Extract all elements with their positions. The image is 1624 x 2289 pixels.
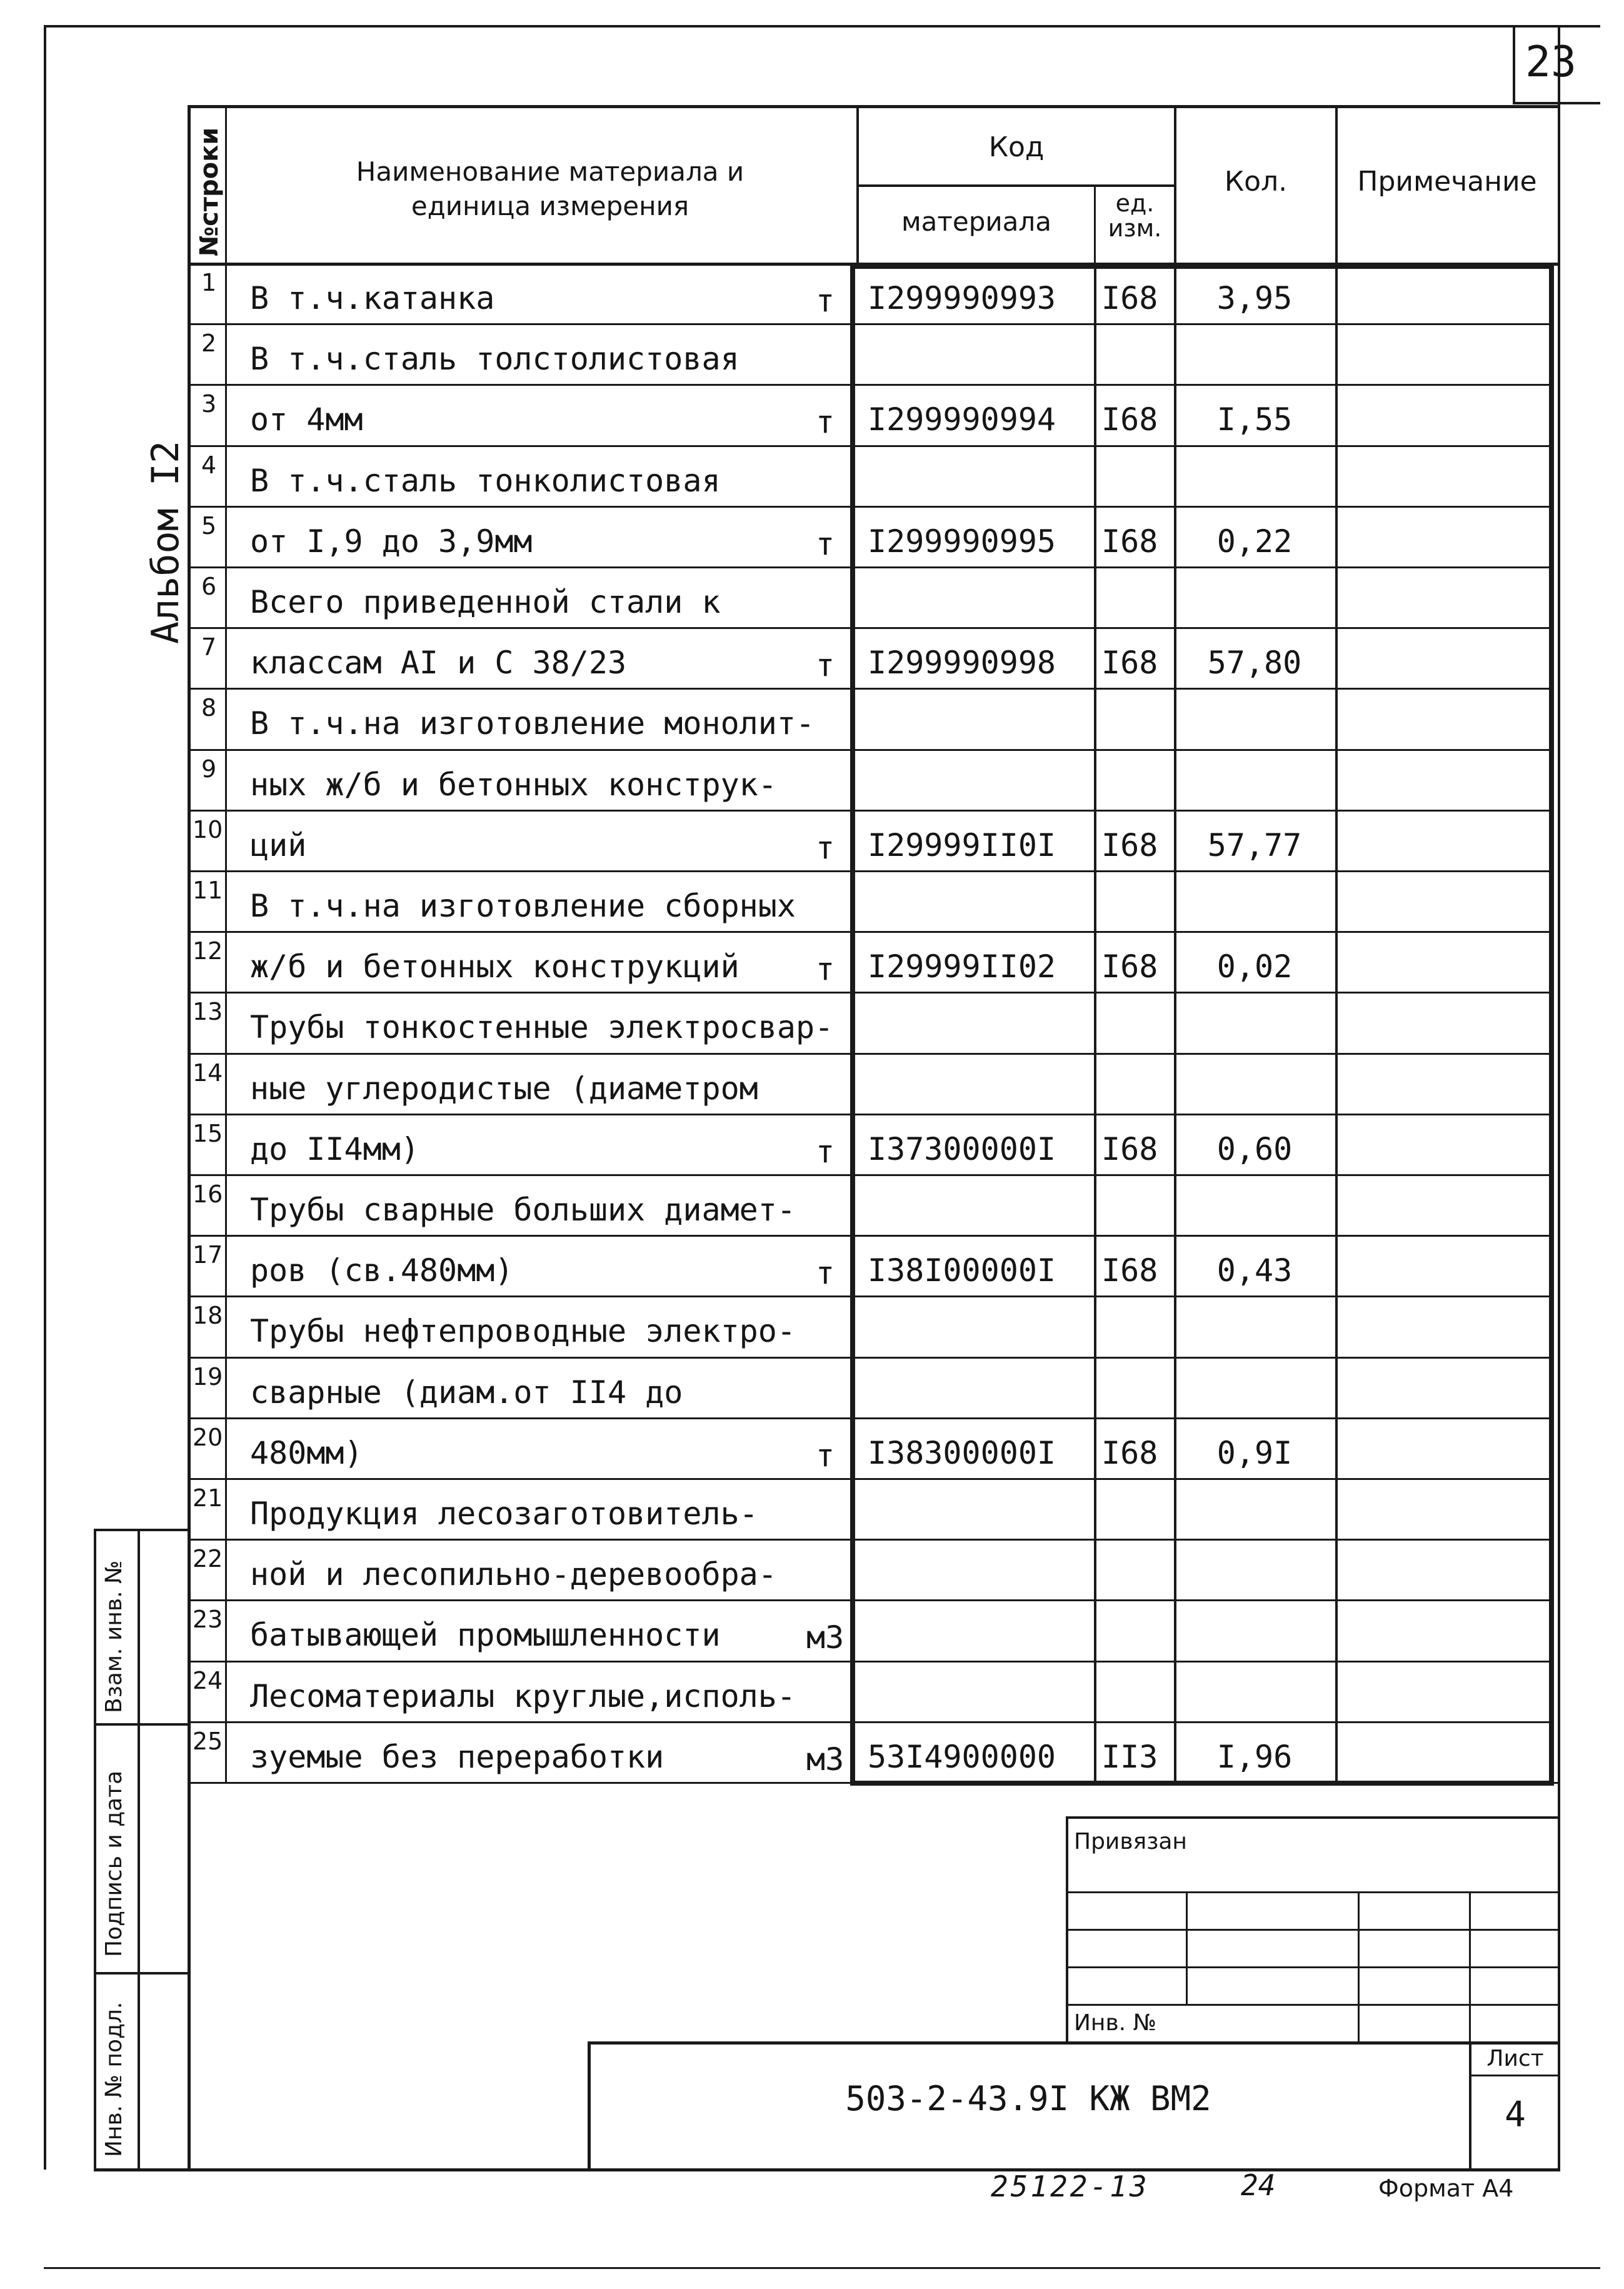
row-unit: т: [816, 647, 835, 684]
page-number-box-left: [1513, 25, 1515, 103]
row-quantity: 0,22: [1216, 523, 1293, 560]
row-material-code: I299990993: [868, 280, 1056, 316]
tb-grid-v3: [1469, 1891, 1471, 2041]
tb-list-no: 4: [1505, 2095, 1526, 2135]
row-description: до II4мм): [250, 1130, 419, 1167]
footer-hand-number: 25122-13: [991, 2170, 1150, 2203]
row-number: 7: [201, 633, 217, 662]
tb-grid-h2: [1066, 1929, 1558, 1931]
table-row-line: [188, 992, 1554, 994]
table-row-line: [188, 1235, 1554, 1237]
row-description: 480мм): [250, 1434, 363, 1471]
frame-top: [188, 105, 1558, 108]
table-col-line: [1335, 264, 1338, 1783]
row-description: ров (св.480мм): [250, 1252, 514, 1289]
outer-border-right: [1558, 25, 1560, 2170]
table-row-line: [188, 1357, 1554, 1359]
row-number: 11: [193, 877, 223, 904]
stamp-inv-podl: Инв. № подл.: [101, 2001, 127, 2157]
table-row-line: [188, 1295, 1554, 1297]
album-label: Альбом I2: [144, 440, 188, 644]
tb-list-sep: [1469, 2075, 1560, 2076]
table-row-line: [188, 627, 1554, 629]
row-material-code: I38I00000I: [868, 1252, 1056, 1289]
footer-hand-page: 24: [1241, 2168, 1276, 2202]
row-number: 18: [193, 1302, 223, 1330]
tb-grid-v2: [1358, 1891, 1360, 2041]
stamp-sep1: [94, 1723, 189, 1726]
hdr-qty: Кол.: [1224, 166, 1288, 198]
row-quantity: 0,43: [1216, 1252, 1293, 1289]
row-unit: т: [816, 1437, 835, 1474]
table-row-line: [188, 870, 1554, 872]
row-description: от 4мм: [250, 401, 363, 438]
table-row-line: [188, 1114, 1554, 1115]
row-number: 5: [201, 511, 217, 540]
tb-privyazan: Привязан: [1074, 1829, 1187, 1854]
hdr-code-sep: [856, 184, 1175, 187]
row-material-code: I38300000I: [868, 1434, 1056, 1471]
table-row-line: [188, 1661, 1554, 1663]
row-number: 12: [193, 937, 223, 965]
row-description: от I,9 до 3,9мм: [250, 523, 533, 560]
row-number: 6: [201, 573, 217, 600]
table-row-line: [188, 506, 1554, 508]
tb-grid-h4: [1066, 2004, 1558, 2006]
row-number: 10: [193, 815, 223, 843]
row-unit: т: [816, 1133, 835, 1170]
footer-line: [44, 2267, 1600, 2269]
row-unit-code: I68: [1101, 827, 1158, 863]
table-row-line: [188, 1599, 1554, 1601]
row-unit: м3: [806, 1741, 845, 1778]
row-number: 4: [201, 451, 217, 479]
table-row-line: [188, 384, 1554, 386]
table-row-line: [188, 931, 1554, 933]
row-number: 19: [193, 1362, 223, 1391]
row-unit-code: I68: [1101, 280, 1158, 316]
row-material-code: 53I4900000: [868, 1738, 1056, 1775]
tb-main-top: [588, 2041, 1560, 2045]
row-description: В т.ч.на изготовление сборных: [250, 888, 796, 924]
tb-grid-h3: [1066, 1966, 1558, 1968]
table-col-line: [1549, 264, 1554, 1783]
tb-inv-no: Инв. №: [1074, 2010, 1157, 2036]
table-col-line: [1174, 264, 1176, 1783]
row-description: В т.ч.на изготовление монолит-: [250, 705, 815, 742]
row-unit-code: I68: [1101, 948, 1158, 985]
table-col-line: [225, 264, 227, 1783]
row-description: батывающей промышленности: [250, 1617, 721, 1654]
row-number: 20: [193, 1423, 223, 1451]
row-material-code: I29999II02: [868, 948, 1056, 985]
table-row-line: [188, 749, 1554, 751]
row-unit-code: II3: [1101, 1738, 1158, 1775]
table-col-line: [850, 264, 855, 1783]
row-quantity: 0,02: [1216, 948, 1293, 985]
row-number: 22: [193, 1545, 223, 1573]
row-material-code: I37300000I: [868, 1130, 1056, 1167]
tb-doc-code: 503-2-43.9I КЖ ВМ2: [845, 2079, 1211, 2118]
hdr-name-line2: единица измерения: [411, 191, 689, 221]
table-row-line: [188, 445, 1554, 447]
table-row-line: [188, 1539, 1554, 1541]
table-row-line: [188, 810, 1554, 812]
row-material-code: I299990998: [868, 645, 1056, 682]
row-quantity: 57,80: [1207, 645, 1302, 682]
row-description: Трубы сварные больших диамет-: [250, 1192, 796, 1228]
table-col-line: [1094, 264, 1096, 1783]
row-unit-code: I68: [1101, 1130, 1158, 1167]
hdr-code: Код: [988, 131, 1045, 163]
table-row-line: [188, 1053, 1554, 1055]
row-description: классам AI и С 38/23: [250, 645, 627, 682]
row-unit: м3: [806, 1619, 845, 1656]
row-material-code: I299990995: [868, 523, 1056, 560]
row-number: 17: [193, 1241, 223, 1269]
row-unit: т: [816, 1255, 835, 1292]
tb-grid-v1: [1186, 1891, 1188, 2004]
row-material-code: I29999II0I: [868, 827, 1056, 863]
row-unit-code: I68: [1101, 645, 1158, 682]
row-unit: т: [816, 951, 835, 988]
row-description: ных ж/б и бетонных конструк-: [250, 766, 777, 803]
hdr-note: Примечание: [1357, 166, 1537, 198]
row-description: Продукция лесозаготовитель-: [250, 1496, 758, 1532]
row-number: 9: [201, 755, 217, 783]
row-quantity: 0,9I: [1216, 1434, 1293, 1471]
hdr-unit-line1: ед.: [1115, 189, 1155, 217]
row-quantity: 3,95: [1216, 280, 1293, 316]
row-quantity: I,96: [1216, 1738, 1293, 1775]
stamp-vzam: Взам. инв. №: [101, 1560, 127, 1713]
frame-left: [188, 105, 191, 2171]
row-number: 13: [193, 998, 223, 1026]
row-number: 2: [201, 330, 217, 358]
footer-format: Формат А4: [1378, 2175, 1514, 2202]
page-number-box-bottom: [1513, 102, 1600, 104]
row-number: 25: [193, 1727, 223, 1755]
table-body-top-thick: [850, 264, 1554, 269]
row-description: сварные (диам.от II4 до: [250, 1374, 683, 1411]
row-material-code: I299990994: [868, 401, 1056, 438]
row-unit-code: I68: [1101, 1434, 1158, 1471]
row-number: 16: [193, 1180, 223, 1208]
row-number: 15: [193, 1119, 223, 1147]
row-description: В т.ч.катанка: [250, 280, 495, 316]
stamp-col-mid: [138, 1529, 140, 2170]
row-description: В т.ч.сталь тонколистовая: [250, 462, 721, 499]
row-description: Трубы тонкостенные электросвар-: [250, 1009, 834, 1046]
row-description: ной и лесопильно-деревообра-: [250, 1556, 777, 1593]
row-number: 23: [193, 1606, 223, 1634]
row-description: ж/б и бетонных конструкций: [250, 948, 739, 985]
hdr-name-line1: Наименование материала и: [356, 156, 744, 187]
stamp-podpis: Подпись и дата: [101, 1770, 127, 1957]
stamp-sep2: [94, 1972, 189, 1975]
row-number: 14: [193, 1059, 223, 1087]
row-description: зуемые без переработки: [250, 1738, 664, 1775]
outer-border-left: [44, 25, 46, 2170]
row-unit: т: [816, 404, 835, 441]
row-unit-code: I68: [1101, 523, 1158, 560]
table-row-line: [188, 688, 1554, 690]
frame-bottom: [94, 2168, 1560, 2171]
row-number: 24: [193, 1666, 223, 1694]
row-quantity: 0,60: [1216, 1130, 1293, 1167]
hdr-col-code: [856, 105, 859, 264]
row-quantity: 57,77: [1207, 827, 1302, 863]
row-number: 8: [201, 694, 217, 722]
row-number: 21: [193, 1484, 223, 1512]
table-row-line: [188, 1478, 1554, 1480]
stamp-col-left: [94, 1529, 96, 2170]
table-row-line: [188, 1721, 1554, 1723]
row-unit: т: [816, 829, 835, 866]
page-number: 23: [1525, 38, 1576, 87]
row-description: В т.ч.сталь толстолистовая: [250, 341, 739, 378]
row-unit: т: [816, 283, 835, 319]
row-description: Всего приведенной стали к: [250, 584, 721, 620]
row-description: ные углеродистые (диаметром: [250, 1070, 758, 1107]
row-unit: т: [816, 525, 835, 562]
hdr-row-no: №строки: [195, 127, 224, 256]
hdr-material: материала: [901, 206, 1051, 237]
row-number: 1: [201, 269, 217, 296]
row-quantity: I,55: [1216, 401, 1293, 438]
table-row-line: [188, 566, 1554, 568]
row-number: 3: [201, 390, 217, 418]
row-unit-code: I68: [1101, 1252, 1158, 1289]
row-description: Трубы нефтепроводные электро-: [250, 1313, 796, 1350]
table-row-line: [188, 1417, 1554, 1419]
table-row-line: [188, 323, 1554, 325]
table-row-line: [188, 1782, 1558, 1784]
tb-grid-h1: [1066, 1891, 1558, 1893]
row-description: Лесоматериалы круглые,исполь-: [250, 1678, 796, 1714]
row-description: ций: [250, 827, 307, 863]
outer-border-top: [44, 25, 1600, 28]
tb-list-label: Лист: [1486, 2046, 1544, 2071]
row-unit-code: I68: [1101, 401, 1158, 438]
hdr-unit-line2: изм.: [1108, 214, 1162, 242]
tb-privyazan-top: [1066, 1816, 1558, 1819]
table-row-line: [188, 1174, 1554, 1176]
stamp-top: [94, 1529, 189, 1531]
